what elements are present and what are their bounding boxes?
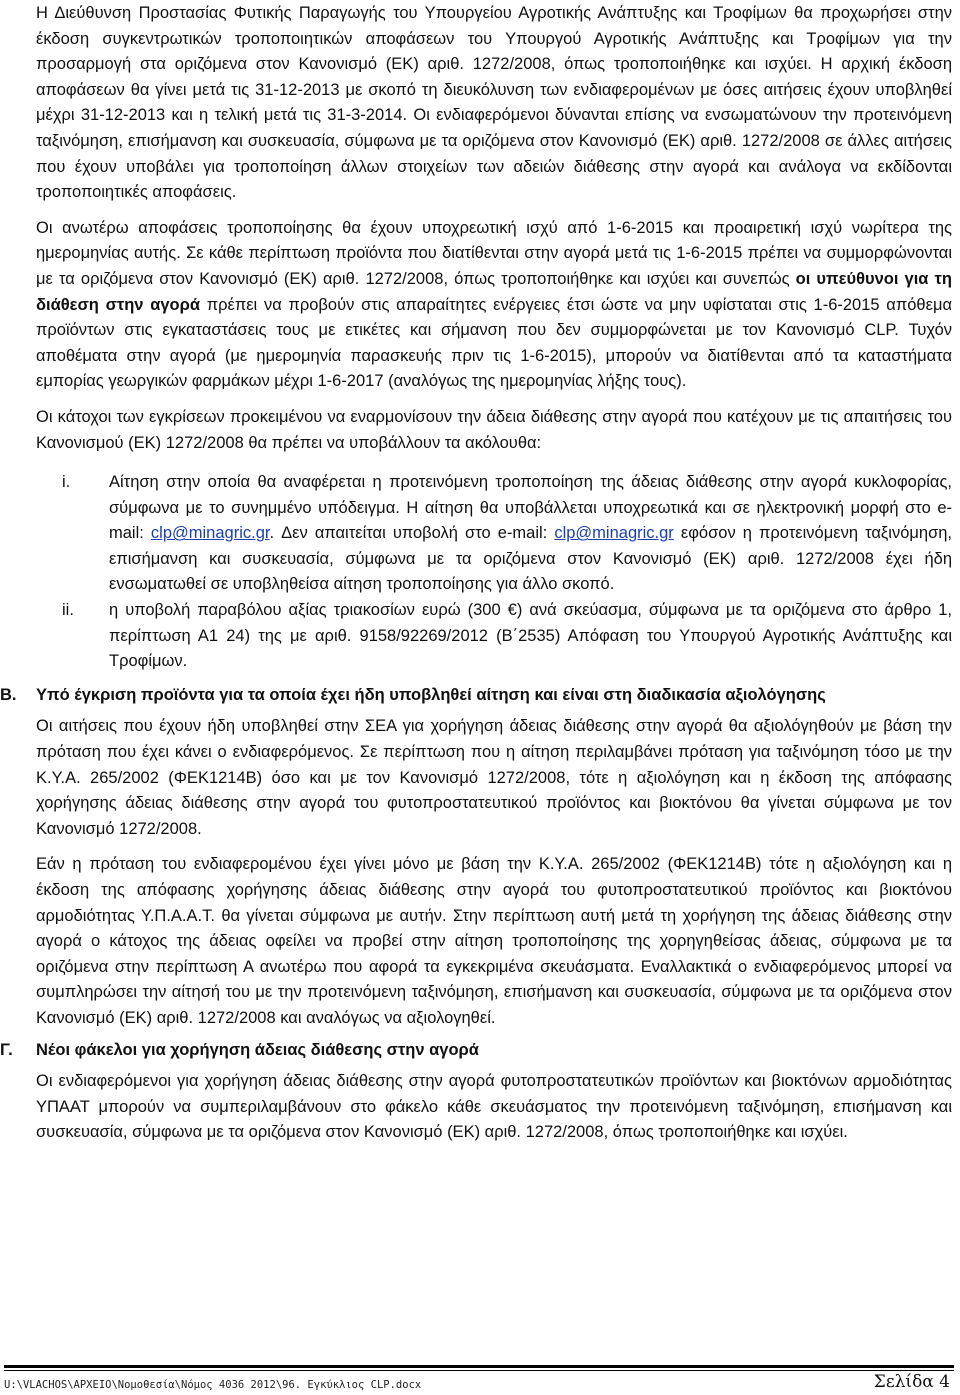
list-marker: ii. [62,601,74,620]
page-number: Σελίδα 4 [873,1372,950,1392]
section-b-paragraph-1: Οι αιτήσεις που έχουν ήδη υποβληθεί στην ΣΕΑ για χορήγηση άδειας διάθεσης στην αγορά θα αξιολόγηθούν με βάση την πρόταση που έχει κάνει ο ενδιαφερόμενος. Σε περίπτωση που η αίτηση περιλαμβάνει πρόταση για ταξινόμηση τόσο με την Κ.Υ.Α. 265/2002 (ΦΕΚ1214Β) όσο και με τον Κανονισμό 1272/2008, τότε η αξιολόγηση και η έκδοση της απόφασης χορήγησης άδειας διάθεσης στην αγορά του φυτοπροστατευτικού προϊόντος και βιοκτόνου θα γίνεται σύμφωνα με τον Κανονισμό 1272/2008. [36,717,952,838]
section-g-letter: Γ. [0,1040,13,1059]
section-g-paragraph-1: Οι ενδιαφερόμενοι για χορήγηση άδειας διάθεσης στην αγορά φυτοπροστατευτικών προϊόντων και βιοκτόνων αρμοδιότητας ΥΠΑΑΤ μπορούν να συμπεριλαμβάνουν στο φάκελο κάθε σκευάσματος την προτεινόμενη ταξινόμηση, επισήμανση και συσκευασία, σύμφωνα με τα οριζόμενα στον Κανονισμό (ΕΚ) αριθ. 1272/2008, όπως τροποποιήθηκε και ισχύει. [36,1072,952,1142]
list-item [36,598,952,675]
intro-text-b: Η αρχική έκδοση αποφάσεων θα γίνει μετά τις 31-12-2013 με σκοπό τη διευκόλυνση των ενδιαφερομένων με όσες αιτήσεις έχουν υποβληθεί μέχρι 31-12-2013 και η τελική μετά τις 31-3-2014. [36,55,952,125]
intro-text-c: Οι ενδιαφερόμενοι δύνανται επίσης να ενσωματώνουν την προτεινόμενη ταξινόμηση, επισήμανση και συσκευασία, σύμφωνα με τα οριζόμενα στον Κανονισμό (ΕΚ) αριθ. 1272/2008 σε άλλες αιτήσεις που έχουν υποβάλει για τροποποίηση άλλων στοιχείων των αδειών διάθεσης στην αγορά και ανάλογα να εκδίδονται τροποποιητικές αποφάσεις. [36,106,952,202]
footer-divider [4,1365,954,1368]
intro-paragraph-3: Οι κάτοχοι των εγκρίσεων προκειμένου να εναρμονίσουν την άδεια διάθεσης στην αγορά που κατέχουν με τις απαιτήσεις του Κανονισμού (ΕΚ) 1272/2008 θα πρέπει να υποβάλλουν τα ακόλουθα: [36,407,952,452]
page-footer [4,1370,954,1395]
list-item [36,470,952,598]
list-marker: i. [62,473,71,492]
file-path: U:\VLACHOS\ΑΡΧΕΙΟ\Νομοθεσία\Νόμος 4036 2012\96. Εγκύκλιος CLP.docx [4,1379,422,1391]
intro2-text-a: Οι ανωτέρω αποφάσεις τροποποίησης θα έχουν υποχρεωτική ισχύ από 1-6-2015 και προαιρετική ισχύ νωρίτερα της ημερομηνίας αυτής. [36,218,952,263]
list-item-text: η υποβολή παραβόλου αξίας τριακοσίων ευρώ (300 €) ανά σκεύασμα, σύμφωνα με τα οριζόμενα στο άρθρο 1, περίπτωση Α1 24) της με αριθ. 9158/92269/2012 (Β΄2535) Απόφαση του Υπουργού Αγροτικής Ανάπτυξης και Τροφίμων. [109,601,952,671]
section-b-title: Υπό έγκριση προϊόντα για τα οποία έχει ήδη υποβληθεί αίτηση και είναι στη διαδικασία αξιολόγησης [36,685,826,704]
intro2-text-b: Σε κάθε περίπτωση προϊόντα που διατίθενται στην αγορά μετά τις 1-6-2015 πρέπει να συμμορφώνονται με τα οριζόμενα στον Κανονισμό (ΕΚ) αριθ. 1272/2008, όπως τροποποιήθηκε και ισχύει και συνεπώς [36,244,952,288]
intro2-bold-text: οι υπεύθυνοι για τη διάθεση στην αγορά [36,269,953,314]
email-link-1[interactable]: clp@minagric.gr [150,524,270,543]
section-b-paragraph-2: Εάν η πρόταση του ενδιαφερομένου έχει γίνει μόνο με βάση την Κ.Υ.Α. 265/2002 (ΦΕΚ1214Β) τότε η αξιολόγηση και η έκδοση της απόφασης χορήγησης άδειας διάθεσης στην αγορά του φυτοπροστατευτικού προϊόντος και βιοκτόνου αρμοδιότητας Υ.Π.Α.Α.Τ. θα γίνεται σύμφωνα με αυτήν. Στην περίπτωση αυτή μετά τη χορήγηση της άδειας διάθεσης στην αγορά ο κάτοχος της άδειας οφείλει να προβεί στην αίτηση τροποποίησης της χορηγηθείσας άδειας, σύμφωνα με τα οριζόμενα στην περίπτωση Α ανωτέρω που αφορά τα εγκεκριμένα σκευάσματα. Εναλλακτικά ο ενδιαφερόμενος μπορεί να συμπληρώσει την αίτησή του με την προτεινόμενη ταξινόμηση, επισήμανση και συσκευασία, σύμφωνα με τα οριζόμενα στον Κανονισμό (ΕΚ) αριθ. 1272/2008 και αναλόγως να αξιολογηθεί. [36,855,952,1027]
requirements-list [36,470,952,675]
email-link-2[interactable]: clp@minagric.gr [554,524,674,543]
section-g-heading [0,1038,952,1064]
intro-text-a: Η Διεύθυνση Προστασίας Φυτικής Παραγωγής του Υπουργείου Αγροτικής Ανάπτυξης και Τροφίμων θα προχωρήσει στην έκδοση συγκεντρωτικών τροποποιητικών αποφάσεων του Υπουργού Αγροτικής Ανάπτυξης και Τροφίμων για την προσαρμογή στα οριζόμενα στον Κανονισμό (ΕΚ) αριθ. 1272/2008, όπως τροποποιήθηκε και ισχύει. [36,4,952,74]
section-b-heading [0,683,952,709]
section-b-letter: Β. [0,685,17,704]
intro2-text-c: πρέπει να προβούν στις απαραίτητες ενέργειες έτσι ώστε να μην υφίσταται στις 1-6-2015 απόθεμα προϊόντων στις εγκαταστάσεις τους με ετικέτες και σήμανση που δεν συμμορφώνεται με τον Κανονισμό CLP. Τυχόν αποθέματα στην αγορά (με ημερομηνία παρασκευής πριν τις 1-6-2015), μπορούν να διατίθενται από τα καταστήματα εμπορίας γεωργικών φαρμάκων μέχρι 1-6-2017 (αναλόγως της ημερομηνίας λήξης τους). [36,295,952,391]
section-g-title: Νέοι φάκελοι για χορήγηση άδειας διάθεσης στην αγορά [36,1040,479,1059]
intro-paragraph-1 [36,1,952,206]
list-item-text-c: εφόσον η προτεινόμενη ταξινόμηση, επισήμανση και συσκευασία, σύμφωνα με τα οριζόμενα στον Κανονισμό (ΕΚ) αριθ. 1272/2008 έχει ήδη ενσωματωθεί σε υποβληθείσα αίτηση τροποποίησης για άλλο σκοπό. [109,524,953,594]
intro-paragraph-2 [36,216,952,395]
list-item-text-a: Αίτηση στην οποία θα αναφέρεται η προτεινόμενη τροποποίηση της άδειας διάθεσης στην αγορά κυκλοφορίας, σύμφωνα με το συνημμένο υπόδειγμα. Η αίτηση θα υποβάλλεται υποχρεωτικά και σε ηλεκτρονική μορφή στο e-mail: [109,473,952,543]
list-item-text-b: . Δεν απαιτείται υποβολή στο e-mail: [269,524,555,543]
